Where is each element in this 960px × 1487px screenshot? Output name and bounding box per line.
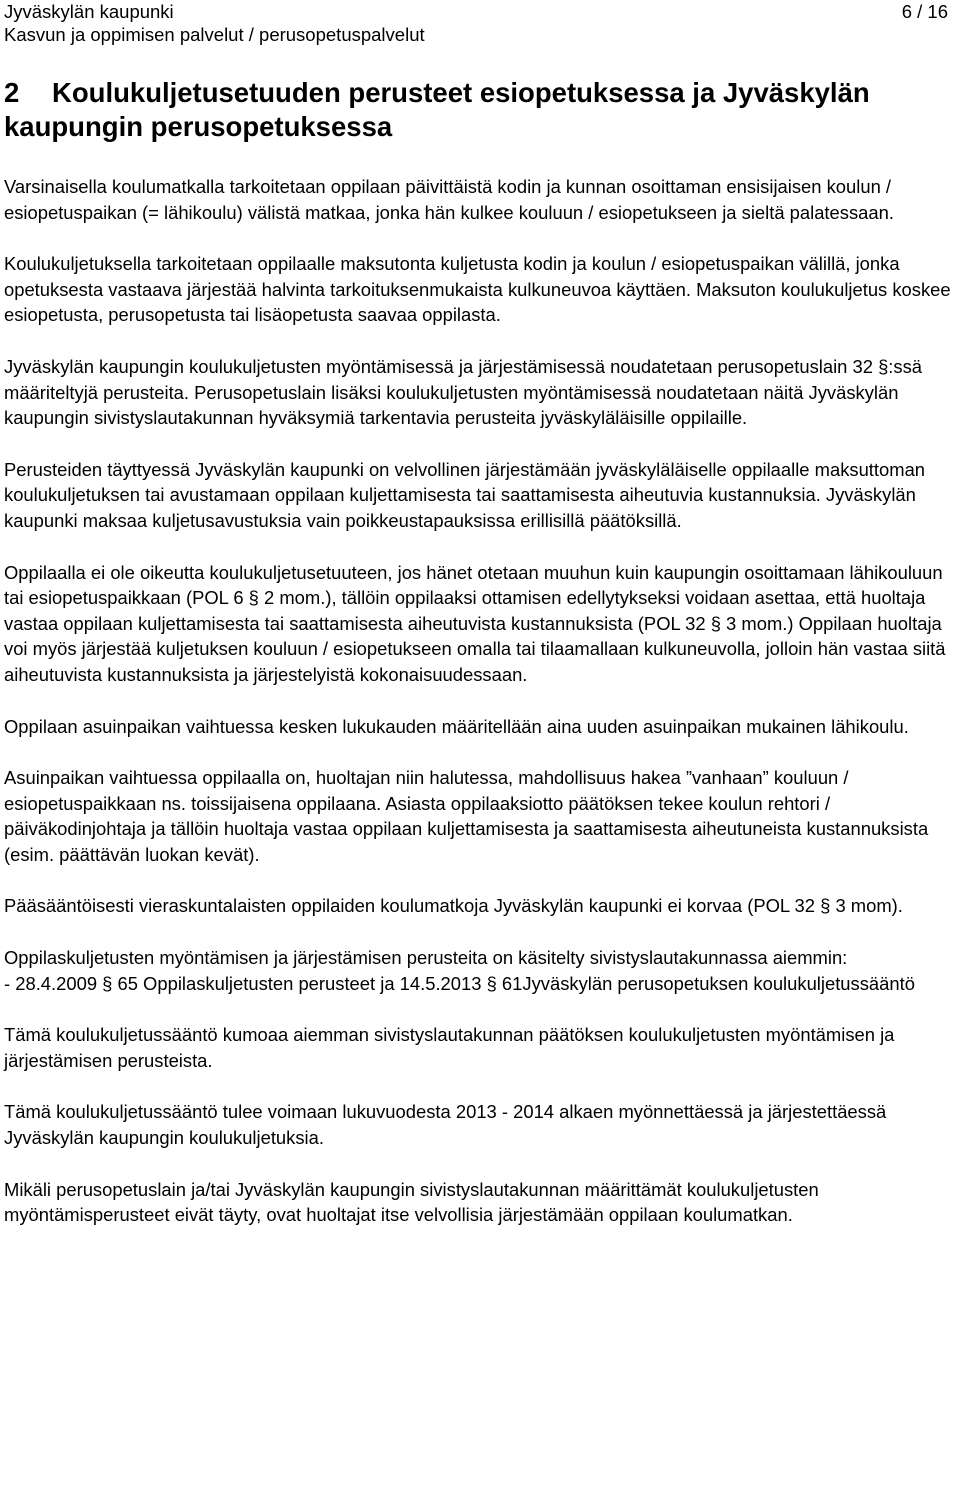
document-page	[4, 0, 956, 1254]
paragraph-asuinpaikka-kesken: Oppilaan asuinpaikan vaihtuessa kesken lukukauden määritellään aina uuden asuinpaikan mukainen lähikoulu.	[4, 715, 909, 737]
page-header	[4, 0, 956, 48]
paragraph-kasitelty: Oppilaskuljetusten myöntämisen ja järjestämisen perusteita on käsitelty sivistyslautakunnassa aiemmin:	[4, 947, 848, 969]
paragraph-huoltajat: Mikäli perusopetuslain ja/tai Jyväskylän kaupungin sivistyslautakunnan määrittämät koulukuljetusten myöntämisperusteet eivät täyty, ovat huoltajat itse velvollisia järjestämään oppilaan koulumatkan.	[4, 1178, 819, 1226]
section-title-line1: Koulukuljetusetuuden perusteet esiopetuksessa ja Jyväskylän	[52, 77, 870, 108]
section-title-line2: kaupungin perusopetuksessa	[4, 111, 393, 142]
paragraph-paatokset: - 28.4.2009 § 65 Oppilaskuljetusten perusteet ja 14.5.2013 § 61Jyväskylän perusopetuksen koulukuljetussääntö	[4, 972, 915, 994]
body-text	[4, 174, 956, 1228]
header-organization: Jyväskylän kaupunki	[4, 1, 174, 22]
paragraph-koulumatka: Varsinaisella koulumatkalla tarkoitetaan oppilaan päivittäistä kodin ja kunnan osoittaman ensisijaisen koulun / esiopetuspaikan (= lähikoulu) välistä matkaa, jonka hän kulkee kouluun / esiopetukseen ja sieltä palatessaan.	[4, 176, 894, 223]
section-number: 2	[4, 77, 20, 108]
paragraph-kumoaa: Tämä koulukuljetussääntö kumoaa aiemman sivistyslautakunnan päätöksen koulukuljetusten myöntämisen ja järjestämisen perusteista.	[4, 1024, 895, 1071]
paragraph-voimaantulo: Tämä koulukuljetussääntö tulee voimaan lukuvuodesta 2013 - 2014 alkaen myönnettäessä ja järjestettäessä Jyväskylän kaupungin koulukuljetuksia.	[4, 1101, 887, 1149]
paragraph-asuinpaikka-vaihtuessa: Asuinpaikan vaihtuessa oppilaalla on, huoltajan niin halutessa, mahdollisuus hakea ”vanhaan” kouluun / esiopetuspaikkaan ns. toissijaisena oppilaana. Asiasta oppilaaksiotto päätöksen tekee koulun rehtori / päiväkodinjohtaja ja tällöin huoltaja vastaa oppilaan kuljettamisesta ja saattamisesta aiheutuneista kustannuksista (esim. päättävän luokan kevät).	[4, 767, 929, 865]
paragraph-velvollisuus: Perusteiden täyttyessä Jyväskylän kaupunki on velvollinen järjestämään jyväskyläläiselle oppilaalle maksuttoman koulukuljetuksen tai avustamaan oppilaan kuljettamisesta tai saattamisesta aiheutuvia kustannuksia. Jyväskylän kaupunki maksaa kuljetusavustuksia vain poikkeustapauksissa erillisillä päätöksillä.	[4, 458, 926, 531]
paragraph-perusteet: Jyväskylän kaupungin koulukuljetusten myöntämisessä ja järjestämisessä noudatetaan perusopetuslain 32 §:ssä määriteltyjä perusteita. Perusopetuslain lisäksi koulukuljetusten myöntämisessä noudatetaan näitä Jyväskylän kaupungin sivistyslautakunnan hyväksymiä tarkentavia perusteita jyväskyläläisille oppilaille.	[4, 355, 923, 429]
paragraph-vieraskuntalaiset: Pääsääntöisesti vieraskuntalaisten oppilaiden koulumatkoja Jyväskylän kaupunki ei korvaa (POL 32 § 3 mom).	[4, 895, 903, 917]
paragraph-ei-oikeutta: Oppilaalla ei ole oikeutta koulukuljetusetuuteen, jos hänet otetaan muuhun kuin kaupungin osoittamaan lähikouluun tai esiopetuspaikkaan (POL 6 § 2 mom.), tällöin oppilaaksi ottamisen edellytykseksi voidaan asettaa, että huoltaja vastaa oppilaan kuljettamisesta tai saattamisesta aiheutuvista kustannuksista (POL 32 § 3 mom.) Oppilaan huoltaja voi myös järjestää kuljetuksen kouluun / esiopetukseen omalla tai tilaamallaan kulkuneuvolla, jolloin hän vastaa siitä aiheutuvista kustannuksista ja järjestelyistä kokonaisuudessaan.	[4, 561, 946, 685]
paragraph-koulukuljetus: Koulukuljetuksella tarkoitetaan oppilaalle maksutonta kuljetusta kodin ja koulun / esiopetuspaikan välillä, jonka opetuksesta vastaava järjestää halvinta tarkoituksenmukaista kulkuneuvoa käyttäen. Maksuton koulukuljetus koskee esiopetusta, perusopetusta tai lisäopetusta saavaa oppilasta.	[4, 253, 951, 326]
section-heading	[4, 76, 956, 144]
header-department: Kasvun ja oppimisen palvelut / perusopetuspalvelut	[4, 24, 425, 45]
page-number: 6 / 16	[901, 1, 948, 22]
